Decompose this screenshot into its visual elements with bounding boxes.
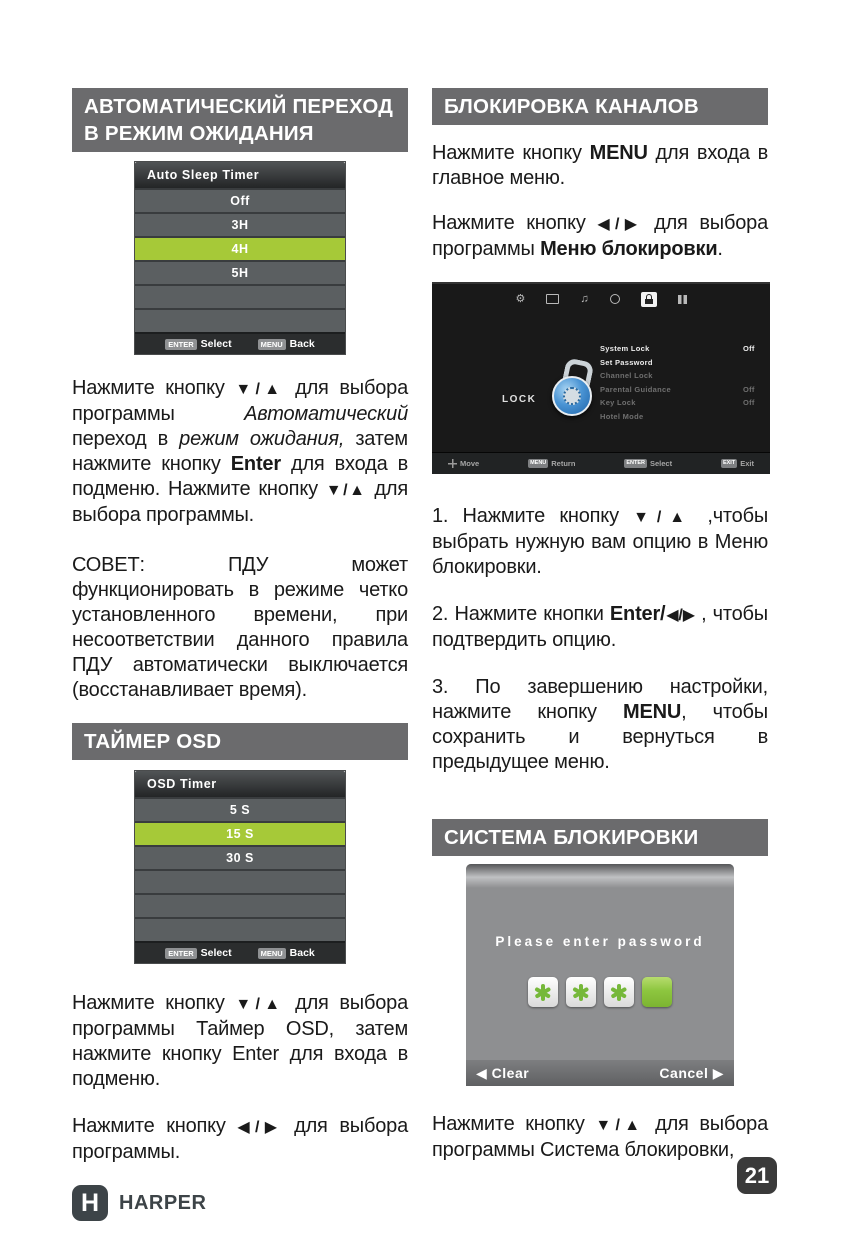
hint-label: Select (200, 338, 232, 350)
step-3: 3. По завершению настройки, нажмите кнопку MENU, чтобы сохранить и вернуться в предыдущее меню. (432, 676, 768, 773)
menu-option (135, 917, 345, 941)
lock-menu-items (600, 342, 765, 423)
clock-icon (610, 294, 620, 304)
hint-label: Back (289, 947, 315, 959)
password-boxes (466, 977, 734, 1007)
menu-title: OSD Timer (135, 771, 345, 797)
menu-option: 30 S (135, 845, 345, 869)
menu-option (135, 308, 345, 332)
enter-key-badge: ENTER (626, 460, 645, 466)
menu-option-selected: 4H (135, 236, 345, 260)
enter-select-hint (165, 338, 231, 350)
paragraph-left-right: Нажмите кнопку ◀/▶ для выбора программы. (72, 1115, 408, 1163)
exit-hint: EXIT Exit (722, 459, 754, 468)
left-right-arrows: ◀/▶ (597, 216, 643, 233)
password-prompt: Please enter password (495, 934, 705, 949)
paragraph-auto-sleep: Нажмите кнопку ▼/▲ для выбора программы Автоматический переход в режим ожидания, затем нажмите кнопку Enter для входа в подменю. Нажмите кнопку ▼/▲ для выбора программы. (72, 377, 408, 526)
move-icon (448, 459, 457, 468)
osd-timer-menu (135, 771, 345, 963)
enter-key-badge: ENTER (165, 948, 196, 959)
password-dialog-screenshot (466, 864, 734, 1086)
paragraph-system-lock: Нажмите кнопку ▼/▲ для выбора программы Система блокировки, (432, 1113, 768, 1161)
menu-option: 3H (135, 212, 345, 236)
lock-tab-icon (641, 292, 657, 307)
step-2: 2. Нажмите кнопки Enter/◀/▶ , чтобы подтвердить опцию. (432, 603, 768, 651)
lock-menu-footer (432, 452, 770, 474)
down-up-arrows: ▼/▲ (325, 482, 367, 499)
brand-logo-icon: H (72, 1185, 108, 1221)
dialog-footer (466, 1060, 734, 1086)
menu-back-hint (258, 338, 315, 350)
return-hint: MENU Return (530, 459, 576, 468)
display-icon (546, 294, 559, 304)
brand-logo (72, 1185, 408, 1221)
lock-menu-row: Channel Lock (600, 371, 653, 381)
paragraph-osd-timer: Нажмите кнопку ▼/▲ для выбора программы Таймер OSD, затем нажмите кнопку Enter для входа в подменю. (72, 992, 408, 1090)
menu-option: 5 S (135, 797, 345, 821)
menu-title: Auto Sleep Timer (135, 162, 345, 188)
select-hint: ENTER Select (626, 459, 673, 468)
lock-menu-screenshot (432, 282, 770, 474)
down-up-arrows: ▼/▲ (633, 509, 694, 526)
move-hint: Move (448, 459, 479, 468)
hint-label: Select (200, 947, 232, 959)
lock-menu-row: Set Password (600, 357, 653, 367)
menu-key-badge: MENU (258, 948, 286, 959)
left-column (72, 88, 408, 1221)
left-right-arrows: ◀/▶ (237, 1119, 283, 1136)
enter-select-hint (165, 947, 231, 959)
menu-option (135, 893, 345, 917)
section-header-osd-timer: ТАЙМЕР OSD (72, 723, 408, 760)
padlock-icon (552, 360, 596, 416)
hint-label: Back (289, 338, 315, 350)
lock-menu-row: Key Lock Off (600, 398, 755, 408)
music-note-icon: ♫ (580, 292, 589, 305)
left-right-arrows: ◀/▶ (665, 607, 695, 624)
section-header-channel-lock: БЛОКИРОВКА КАНАЛОВ (432, 88, 768, 125)
password-digit-box (528, 977, 558, 1007)
paragraph-tip: СОВЕТ: ПДУ может функционировать в режиме четко установленного времени, при несоответствии данного правила ПДУ автоматически выключается (восстанавливает время). (72, 554, 408, 701)
paragraph-menu-button: Нажмите кнопку MENU для входа в главное меню. (432, 142, 768, 189)
cancel-action: Cancel ▶ (659, 1064, 724, 1081)
password-digit-box-active (642, 977, 672, 1007)
auto-sleep-timer-menu (135, 162, 345, 354)
password-digit-box (604, 977, 634, 1007)
page-number-badge: 21 (737, 1157, 777, 1194)
step-1: 1. Нажмите кнопку ▼/▲ ,чтобы выбрать нужную вам опцию в Меню блокировки. (432, 505, 769, 578)
menu-option (135, 284, 345, 308)
clear-action: ◀ Clear (476, 1064, 530, 1081)
brand-name: HARPER (119, 1191, 207, 1214)
menu-footer (135, 941, 345, 963)
lock-label: LOCK (502, 394, 537, 405)
menu-key-badge: MENU (530, 460, 547, 466)
menu-back-hint (258, 947, 315, 959)
lock-menu-row: System Lock Off (600, 344, 755, 354)
down-up-arrows: ▼/▲ (235, 381, 285, 398)
right-column (432, 88, 768, 1183)
section-header-auto-sleep: АВТОМАТИЧЕСКИЙ ПЕРЕХОД В РЕЖИМ ОЖИДАНИЯ (72, 88, 408, 152)
menu-option: 5H (135, 260, 345, 284)
gear-icon: ⚙ (515, 292, 526, 305)
dialog-top-gradient (466, 864, 734, 888)
password-digit-box (566, 977, 596, 1007)
paragraph-lock-menu: Нажмите кнопку ◀/▶ для выбора программы Меню блокировки. (432, 212, 768, 260)
enter-key-badge: ENTER (165, 339, 196, 350)
lock-menu-row: Hotel Mode (600, 411, 644, 421)
exit-key-badge: EXIT (722, 460, 736, 466)
menu-option: Off (135, 188, 345, 212)
down-up-arrows: ▼/▲ (235, 996, 285, 1013)
menu-option-selected: 15 S (135, 821, 345, 845)
lock-menu-row: Parental Guidance Off (600, 384, 755, 394)
apps-icon (678, 295, 687, 304)
menu-key-badge: MENU (258, 339, 286, 350)
down-up-arrows: ▼/▲ (595, 1117, 645, 1134)
section-header-system-lock: СИСТЕМА БЛОКИРОВКИ (432, 819, 768, 856)
menu-option (135, 869, 345, 893)
menu-footer (135, 332, 345, 354)
tv-menu-tab-bar (432, 290, 770, 308)
